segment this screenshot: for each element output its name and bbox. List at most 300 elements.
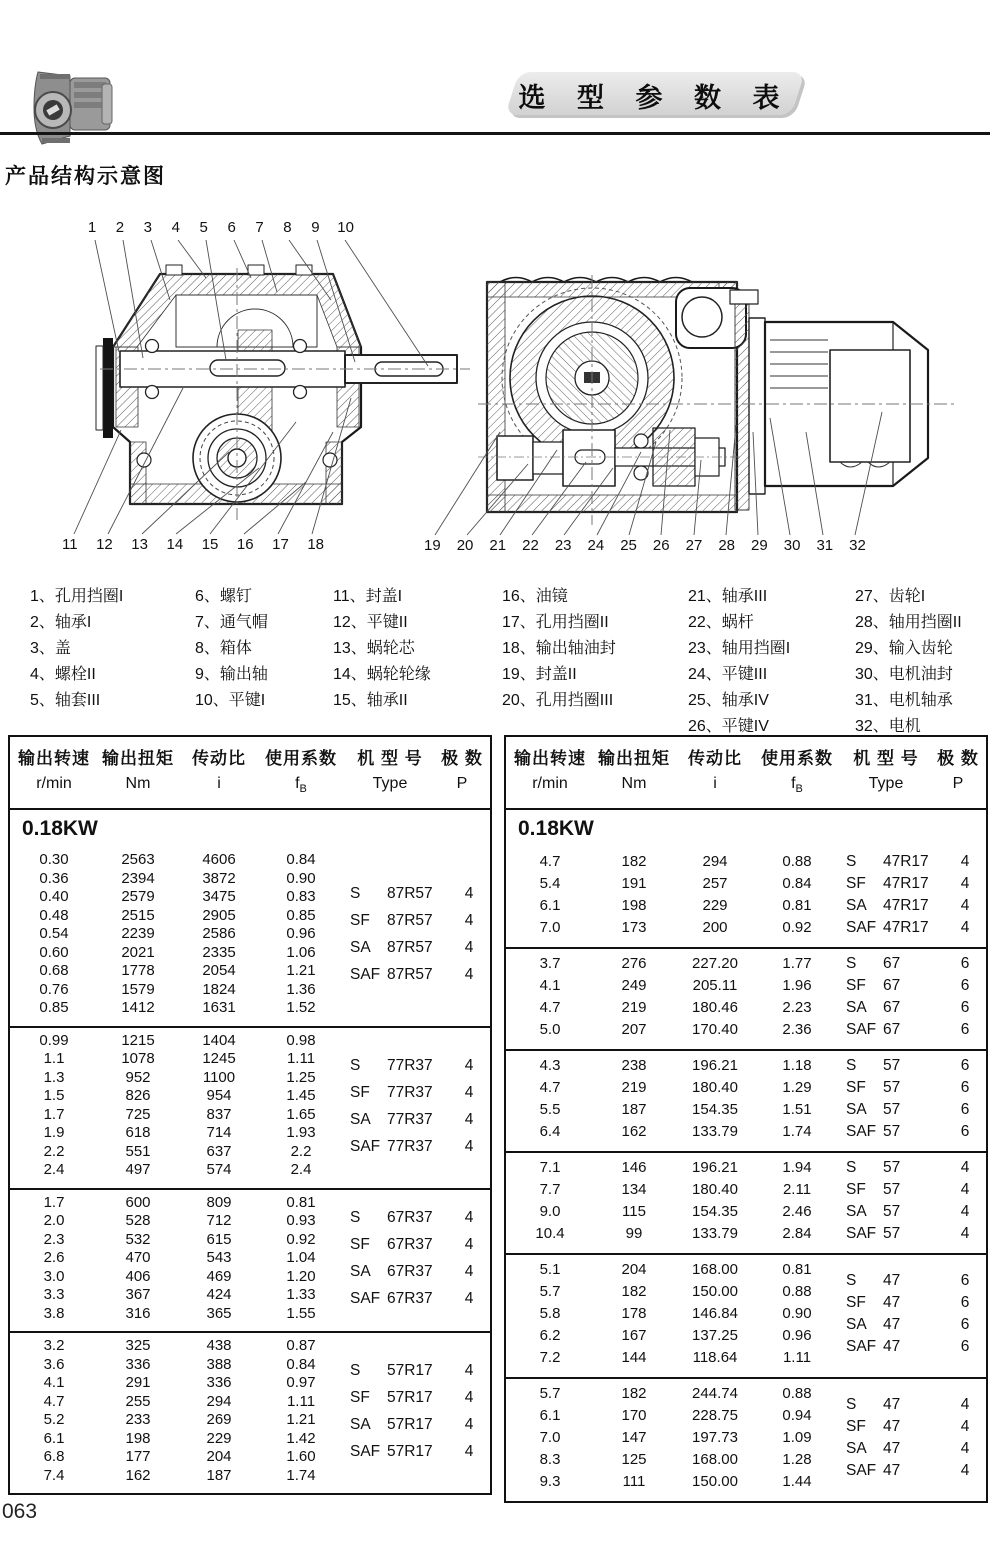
value-cell: 3.3 [43,1286,65,1304]
value-cell: 0.36 [39,869,69,887]
model-size: 47 [883,1396,901,1414]
value-cell: 1.5 [43,1087,65,1105]
value-cell: 2579 [121,888,155,906]
model-row [350,1357,490,1384]
value-cell: 1.3 [43,1068,65,1086]
model-prefix: SA [350,1263,371,1281]
data-row [10,944,342,963]
value-cell: 118.64 [692,1349,738,1367]
callout-number: 17 [272,536,289,553]
value-cell: 219 [621,1079,647,1097]
model-prefix: SF [846,1418,866,1436]
value-cell: 0.81 [286,1193,316,1211]
header-subscript: B [795,783,803,796]
callout-number: 26 [652,537,670,554]
value-cell: 600 [125,1193,151,1211]
model-prefix: S [350,1209,361,1227]
value-cell: 0.30 [39,851,69,869]
poles-value: 4 [960,1396,970,1414]
value-cell: 0.87 [286,1337,316,1355]
data-row [10,888,342,907]
legend-item: 30、电机油封 [855,666,953,683]
poles-value: 4 [960,1440,970,1458]
value-cell: 528 [125,1212,151,1230]
value-cell: 1824 [202,980,236,998]
value-cell: 167 [621,1327,647,1345]
value-cell: 1778 [121,962,155,980]
model-prefix: SF [846,977,866,995]
model-size: 57R17 [387,1416,433,1434]
value-cell: 9.0 [539,1203,561,1221]
model-column [342,1194,490,1324]
value-cell: 2.46 [782,1203,812,1221]
model-size: 77R37 [387,1056,433,1074]
value-cell: 255 [125,1392,151,1410]
model-size: 67 [883,977,901,995]
model-size: 57 [883,1079,901,1097]
model-prefix: SAF [350,966,381,984]
model-prefix: SAF [846,1462,877,1480]
data-row [506,895,838,917]
model-size: 67R37 [387,1236,433,1254]
poles-value: 4 [464,885,474,903]
data-row [10,981,342,1000]
numeric-columns [506,1383,838,1493]
value-cell: 4.1 [43,1374,65,1392]
value-cell: 229 [206,1429,232,1447]
model-prefix: S [846,1396,857,1414]
value-cell: 3.0 [43,1267,65,1285]
header-row-cn [506,746,986,772]
model-row [846,1179,986,1201]
value-cell: 180.46 [692,999,738,1017]
value-cell: 294 [206,1392,232,1410]
value-cell: 191 [621,875,647,893]
model-size: 47R17 [883,853,929,871]
table-block [10,1026,490,1188]
model-size: 57 [883,1101,901,1119]
callout-number: 22 [522,537,539,554]
header-divider [0,132,990,135]
model-size: 87R57 [387,939,433,957]
value-cell: 0.92 [286,1230,316,1248]
data-row [10,907,342,926]
model-row [846,1336,986,1358]
callout-number: 11 [62,536,78,553]
value-cell: 0.88 [782,1385,812,1403]
value-cell: 1.25 [286,1068,316,1086]
model-prefix: SA [846,1101,867,1119]
value-cell: 2239 [121,925,155,943]
callout-number: 1 [87,219,97,236]
value-cell: 574 [206,1161,232,1179]
poles-value: 4 [464,1263,474,1281]
value-cell: 7.2 [539,1349,561,1367]
callout-number: 24 [587,537,605,554]
poles-value: 4 [960,897,970,915]
model-row [350,1079,490,1106]
value-cell: 1.52 [286,999,316,1017]
model-size: 67 [883,955,901,973]
model-row [846,895,986,917]
value-cell: 3.6 [43,1355,65,1373]
value-cell: 180.40 [692,1079,738,1097]
data-row [506,873,838,895]
poles-value: 6 [960,999,970,1017]
value-cell: 1404 [202,1031,236,1049]
model-prefix: SA [846,1440,867,1458]
model-size: 47 [883,1294,901,1312]
value-cell: 325 [125,1337,151,1355]
model-prefix: SF [350,912,370,930]
value-cell: 197.73 [692,1429,738,1447]
model-size: 47 [883,1440,901,1458]
callouts-bottom-right [424,537,866,554]
value-cell: 1.55 [286,1304,316,1322]
data-row [506,1121,838,1143]
value-cell: 1412 [121,999,155,1017]
value-cell: 0.96 [782,1327,812,1345]
callout-number: 9 [311,219,320,236]
model-row [846,1292,986,1314]
model-size: 47 [883,1418,901,1436]
value-cell: 1.20 [286,1267,316,1285]
legend-item: 4、螺栓II [30,666,96,683]
value-cell: 2563 [121,851,155,869]
callout-number: 29 [751,537,768,554]
value-cell: 1.94 [782,1159,812,1177]
legend-column [688,584,790,740]
model-prefix: S [846,853,857,871]
model-row [846,1438,986,1460]
model-row [846,1460,986,1482]
section-title: 产品结构示意图 [5,165,166,188]
numeric-columns [10,851,342,1018]
model-prefix: SAF [846,1123,877,1141]
value-cell: 0.88 [782,1283,812,1301]
model-prefix: SF [846,1294,866,1312]
value-cell: 180.40 [692,1181,738,1199]
header-cell: 传动比 [688,749,742,768]
data-row [10,1143,342,1162]
value-cell: 111 [622,1473,646,1491]
data-row [10,999,342,1018]
model-prefix: SF [350,1236,370,1254]
value-cell: 4.1 [539,977,561,995]
poles-value: 4 [464,1416,474,1434]
value-cell: 2.84 [782,1225,812,1243]
poles-value: 6 [960,955,970,973]
model-prefix: SAF [846,1225,877,1243]
numeric-columns [506,1055,838,1143]
value-cell: 294 [702,853,728,871]
poles-value: 4 [960,1462,970,1480]
value-cell: 133.79 [692,1123,738,1141]
model-size: 47 [883,1272,901,1290]
value-cell: 2515 [121,906,155,924]
header-cell: Type [372,775,408,792]
legend-column [855,584,962,740]
gearmotor-logo-icon [26,60,122,156]
value-cell: 6.2 [539,1327,561,1345]
value-cell: 1.28 [782,1451,812,1469]
value-cell: 291 [125,1374,151,1392]
table-block [10,847,490,1026]
value-cell: 712 [206,1212,232,1230]
header-row-en [10,772,490,801]
model-size: 47R17 [883,875,929,893]
callout-number: 2 [115,219,125,236]
legend-item: 21、轴承III [688,588,768,605]
model-prefix: SA [350,1416,371,1434]
value-cell: 1.51 [782,1101,812,1119]
data-row [506,1201,838,1223]
callout-number: 21 [489,537,507,554]
header-cell: 使用系数 [761,749,833,768]
value-cell: 198 [621,897,647,915]
model-row [350,1231,490,1258]
numeric-columns [506,851,838,939]
header-row-en [506,772,986,801]
value-cell: 0.88 [782,853,812,871]
legend-item: 29、输入齿轮 [855,640,953,657]
data-row [506,1099,838,1121]
legend-item: 7、通气帽 [195,614,268,631]
model-size: 87R57 [387,912,433,930]
value-cell: 1.21 [286,962,316,980]
model-prefix: SA [350,939,371,957]
value-cell: 7.4 [43,1466,65,1484]
value-cell: 1.04 [286,1249,316,1267]
poles-value: 4 [960,1159,970,1177]
poles-value: 6 [960,1338,970,1356]
legend-item: 16、油镜 [502,588,568,605]
value-cell: 0.54 [39,925,69,943]
data-row [506,851,838,873]
value-cell: 0.83 [286,888,316,906]
poles-value: 6 [960,977,970,995]
value-cell: 162 [125,1466,151,1484]
data-row [10,1286,342,1305]
legend-item: 3、盖 [30,640,71,657]
value-cell: 1215 [121,1031,155,1049]
header-cell: P [952,775,964,792]
value-cell: 952 [125,1068,151,1086]
model-row [846,997,986,1019]
header-cell: 输出扭矩 [598,749,670,768]
value-cell: 2.23 [782,999,812,1017]
data-row [506,1303,838,1325]
model-row [350,1285,490,1312]
value-cell: 336 [206,1374,232,1392]
poles-value: 4 [960,919,970,937]
model-prefix: S [846,1057,857,1075]
value-cell: 543 [206,1249,232,1267]
model-column [838,1157,986,1245]
model-prefix: S [350,885,361,903]
value-cell: 0.90 [782,1305,812,1323]
model-row [846,1099,986,1121]
value-cell: 99 [625,1225,643,1243]
poles-value: 4 [464,966,474,984]
model-row [846,1077,986,1099]
value-cell: 0.99 [39,1031,69,1049]
value-cell: 133.79 [692,1225,738,1243]
table-block [506,1253,986,1377]
value-cell: 618 [125,1124,151,1142]
value-cell: 0.98 [286,1031,316,1049]
model-size: 57 [883,1225,901,1243]
header-cell: 机 型 号 [357,749,423,768]
model-prefix: SAF [846,1021,877,1039]
value-cell: 826 [125,1087,151,1105]
numeric-columns [10,1032,342,1180]
power-label: 0.18KW [518,817,594,841]
model-prefix: S [846,955,857,973]
value-cell: 551 [125,1142,151,1160]
value-cell: 7.7 [539,1181,561,1199]
value-cell: 170 [621,1407,647,1425]
value-cell: 0.93 [286,1212,316,1230]
value-cell: 4.3 [539,1057,561,1075]
poles-value: 6 [960,1316,970,1334]
value-cell: 367 [125,1286,151,1304]
callout-number: 14 [166,536,184,553]
value-cell: 470 [125,1249,151,1267]
value-cell: 1.93 [286,1124,316,1142]
value-cell: 2586 [202,925,236,943]
value-cell: 3.7 [539,955,561,973]
value-cell: 0.85 [39,999,69,1017]
value-cell: 0.94 [782,1407,812,1425]
value-cell: 0.76 [39,980,69,998]
data-row [506,1427,838,1449]
table-block [10,1188,490,1332]
poles-value: 6 [960,1021,970,1039]
value-cell: 4.7 [539,999,561,1017]
poles-value: 4 [464,1137,474,1155]
value-cell: 2021 [121,943,155,961]
header-cell: r/min [532,775,568,792]
legend-item: 15、轴承II [333,692,408,709]
value-cell: 229 [702,897,728,915]
value-cell: 5.4 [539,875,561,893]
model-row [846,1270,986,1292]
table-block [506,1151,986,1253]
value-cell: 5.0 [539,1021,561,1039]
data-row [10,1087,342,1106]
value-cell: 0.97 [286,1374,316,1392]
callout-number: 16 [236,536,254,553]
legend-column [502,584,616,714]
model-row [846,953,986,975]
model-prefix: SAF [846,1338,877,1356]
model-size: 77R37 [387,1137,433,1155]
callout-number: 3 [143,219,153,236]
data-row [506,1449,838,1471]
callout-number: 13 [131,536,148,553]
value-cell: 125 [621,1451,647,1469]
model-row [350,1052,490,1079]
legend-item: 19、封盖II [502,666,577,683]
poles-value: 6 [960,1123,970,1141]
numeric-columns [10,1337,342,1485]
poles-value: 4 [464,1362,474,1380]
legend-item: 14、蜗轮轮缘 [333,666,431,683]
value-cell: 144 [621,1349,647,1367]
value-cell: 1.60 [286,1448,316,1466]
structure-diagram [0,205,990,577]
model-row [350,1411,490,1438]
model-size: 47R17 [883,919,929,937]
value-cell: 182 [621,853,647,871]
data-row [10,1161,342,1180]
poles-value: 6 [960,1079,970,1097]
model-size: 57 [883,1159,901,1177]
table-block [10,1331,490,1493]
model-prefix: SF [350,1083,370,1101]
value-cell: 2394 [121,869,155,887]
value-cell: 615 [206,1230,232,1248]
data-row [10,1448,342,1467]
value-cell: 497 [125,1161,151,1179]
model-column [838,1055,986,1143]
model-prefix: SF [350,1389,370,1407]
value-cell: 178 [621,1305,647,1323]
value-cell: 0.84 [286,851,316,869]
value-cell: 1.29 [782,1079,812,1097]
value-cell: 1.36 [286,980,316,998]
value-cell: 205.11 [692,977,738,995]
value-cell: 1078 [121,1050,155,1068]
data-row [506,1259,838,1281]
value-cell: 168.00 [692,1451,738,1469]
legend-item: 10、平键I [195,692,266,709]
legend-item: 26、平键IV [688,718,769,735]
value-cell: 233 [125,1411,151,1429]
poles-value: 4 [960,1418,970,1436]
model-prefix: SAF [350,1137,381,1155]
value-cell: 1.1 [43,1050,65,1068]
poles-value: 4 [464,1056,474,1074]
header-cell: Nm [621,775,647,792]
value-cell: 424 [206,1286,232,1304]
data-row [10,1106,342,1125]
value-cell: 10.4 [535,1225,565,1243]
value-cell: 257 [702,875,728,893]
model-prefix: S [350,1362,361,1380]
value-cell: 336 [125,1355,151,1373]
poles-value: 4 [960,1181,970,1199]
callout-number: 10 [337,219,354,236]
header-cell: 输出转速 [514,749,586,768]
value-cell: 1.77 [782,955,812,973]
value-cell: 204 [621,1261,647,1279]
header-row-cn [10,746,490,772]
model-prefix: S [350,1056,361,1074]
value-cell: 0.60 [39,943,69,961]
model-row [846,1121,986,1143]
model-size: 57R17 [387,1443,433,1461]
callout-number: 4 [171,219,180,236]
model-prefix: SA [846,999,867,1017]
model-size: 87R57 [387,966,433,984]
table-block [506,1377,986,1501]
callout-number: 18 [307,536,324,553]
model-row [846,1201,986,1223]
parts-legend [30,584,970,735]
legend-item: 1、孔用挡圈I [30,588,124,605]
